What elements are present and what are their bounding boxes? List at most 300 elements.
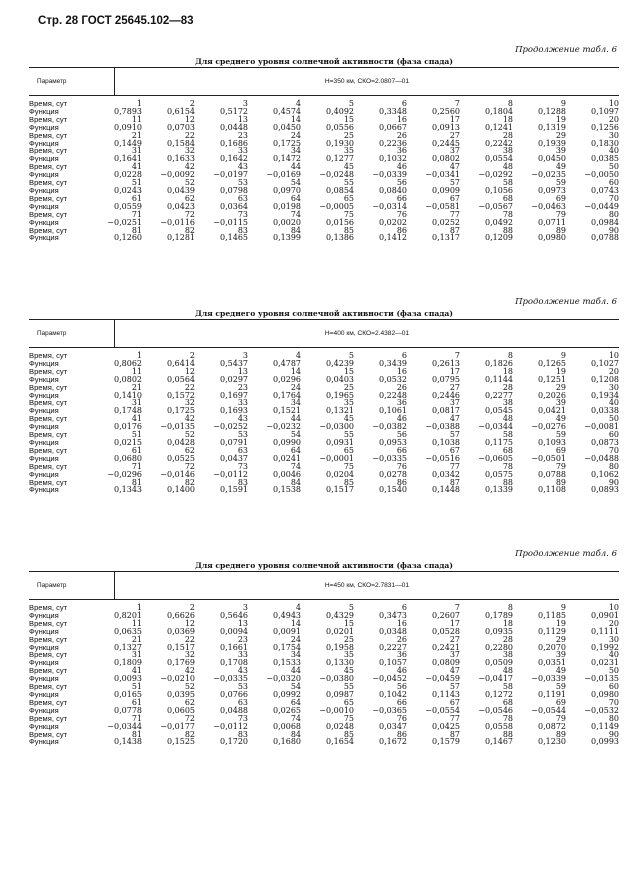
table-cell: −0,0010 (319, 705, 354, 715)
table-cell: 51 (131, 430, 142, 440)
table-cell: 47 (449, 666, 460, 676)
table-cell: 31 (131, 650, 142, 660)
table-cell: 0,0364 (220, 201, 248, 211)
function-row (29, 612, 619, 620)
table-cell: 90 (608, 729, 619, 739)
table-cell: 77 (449, 713, 460, 723)
table-cell: 55 (343, 682, 354, 692)
table-cell: 0,0980 (538, 233, 566, 243)
table-cell: 0,0635 (114, 626, 142, 636)
table-cell: 9 (560, 603, 566, 612)
row-label: Функция (29, 721, 59, 731)
table-cell: −0,0581 (425, 201, 460, 211)
table-cell: 0,1265 (538, 358, 566, 368)
table-cell: 63 (237, 445, 248, 455)
table-cell: 0,0564 (167, 374, 195, 384)
table-cell: 2 (189, 351, 195, 360)
table-cell: 71 (131, 209, 142, 219)
table-cell: 0,0369 (167, 626, 195, 636)
table-cell: 0,0990 (273, 437, 301, 447)
table-cell: 86 (396, 729, 407, 739)
table-cell: 50 (608, 414, 619, 424)
table-cell: 60 (608, 430, 619, 440)
table-cell: 24 (290, 130, 301, 140)
table-cell: 53 (237, 430, 248, 440)
table-cell: 0,0156 (326, 217, 354, 227)
table-cell: 5 (348, 603, 354, 612)
table-cell: 0,1062 (591, 469, 619, 479)
row-label: Время, сут (29, 697, 68, 707)
data-table (29, 352, 619, 494)
row-label: Время, сут (29, 729, 68, 739)
row-label: Время, сут (29, 351, 68, 360)
table-cell: 0,0528 (432, 626, 460, 636)
table-cell: 0,0068 (273, 721, 301, 731)
table-cell: 18 (502, 366, 513, 376)
table-cell: 32 (184, 650, 195, 660)
table-cell: 45 (343, 162, 354, 172)
param-header: Параметр (37, 78, 67, 85)
table-cell: 26 (396, 382, 407, 392)
table-cell: −0,0146 (160, 469, 195, 479)
table-cell: 0,0854 (326, 185, 354, 195)
table-cell: 0,0093 (114, 674, 142, 684)
table-cell: 14 (290, 618, 301, 628)
table-cell: 19 (555, 114, 566, 124)
table-cell: 0,0910 (114, 122, 142, 132)
function-row (29, 455, 619, 463)
table-cell: 48 (502, 666, 513, 676)
table-cell: 0,1230 (538, 737, 566, 747)
table-cell: 0,1725 (167, 406, 195, 416)
table-cell: 74 (290, 209, 301, 219)
table-cell: 22 (184, 130, 195, 140)
table-cell: 0,0913 (432, 122, 460, 132)
table-cell: 8 (507, 351, 513, 360)
table-cell: 28 (502, 634, 513, 644)
table-cell: 0,0766 (220, 689, 248, 699)
table-cell: 51 (131, 682, 142, 692)
table-cell: −0,0339 (372, 170, 407, 180)
table-cell: 0,1343 (114, 485, 142, 495)
table-cell: 0,0817 (432, 406, 460, 416)
table-cell: 0,1661 (220, 642, 248, 652)
row-label: Время, сут (29, 461, 68, 471)
table-cell: 16 (396, 618, 407, 628)
row-label: Функция (29, 437, 59, 447)
table-cell: 9 (560, 99, 566, 108)
table-cell: 52 (184, 178, 195, 188)
table-cell: 70 (608, 193, 619, 203)
row-label: Время, сут (29, 650, 68, 660)
table-cell: 0,2236 (379, 138, 407, 148)
function-row (29, 439, 619, 447)
table-cell: 48 (502, 414, 513, 424)
table-cell: 0,1465 (220, 233, 248, 243)
table-cell: 71 (131, 461, 142, 471)
table-cell: 58 (502, 682, 513, 692)
table-cell: 19 (555, 366, 566, 376)
table-cell: 0,8201 (114, 610, 142, 620)
table-cell: −0,0001 (319, 453, 354, 463)
table-cell: 0,4092 (326, 106, 354, 116)
table-cell: −0,0554 (425, 705, 460, 715)
table-cell: 0,1288 (538, 106, 566, 116)
table-cell: 26 (396, 130, 407, 140)
table-cell: 39 (555, 146, 566, 156)
table-cell: 57 (449, 178, 460, 188)
table-cell: 0,2445 (432, 138, 460, 148)
table-cell: 62 (184, 445, 195, 455)
table-cell: 35 (343, 650, 354, 660)
table-cell: 0,1641 (114, 154, 142, 164)
table-cell: 0,0909 (432, 185, 460, 195)
table-cell: 22 (184, 382, 195, 392)
table-cell: 35 (343, 146, 354, 156)
section-title: Для среднего уровня солнечной активности (фаза спада) (195, 57, 453, 66)
table-cell: 25 (343, 130, 354, 140)
table-cell: −0,0112 (213, 721, 248, 731)
function-row (29, 219, 619, 227)
table-cell: 62 (184, 193, 195, 203)
table-cell: 47 (449, 162, 460, 172)
table-cell: 69 (555, 193, 566, 203)
table-cell: 0,1185 (538, 610, 566, 620)
table-cell: 0,2280 (485, 642, 513, 652)
table-cell: 0,1256 (591, 122, 619, 132)
table-cell: 55 (343, 178, 354, 188)
table-cell: 5 (348, 99, 354, 108)
table-cell: 72 (184, 209, 195, 219)
table-cell: 0,0094 (220, 626, 248, 636)
row-label: Функция (29, 358, 59, 368)
table-cell: 0,1317 (432, 233, 460, 243)
table-cell: 0,1826 (485, 358, 513, 368)
table-cell: 0,0215 (114, 437, 142, 447)
table-cell: 70 (608, 697, 619, 707)
table-cell: 20 (608, 366, 619, 376)
table-cell: 0,0348 (379, 626, 407, 636)
table-cell: 0,0248 (326, 721, 354, 731)
row-label: Время, сут (29, 634, 68, 644)
table-cell: 74 (290, 461, 301, 471)
function-row (29, 659, 619, 667)
table-cell: 0,0448 (220, 122, 248, 132)
table-cell: −0,0169 (266, 170, 301, 180)
section-title: Для среднего уровня солнечной активности (фаза спада) (195, 309, 453, 318)
table-cell: 0,0252 (432, 217, 460, 227)
table-cell: 14 (290, 366, 301, 376)
table-cell: 0,0231 (591, 658, 619, 668)
table-cell: −0,0488 (584, 453, 619, 463)
table-cell: 0,1633 (167, 154, 195, 164)
table-cell: 0,0873 (591, 437, 619, 447)
table-cell: 0,0020 (273, 217, 301, 227)
table-cell: 50 (608, 162, 619, 172)
table-cell: 12 (184, 618, 195, 628)
table-cell: 13 (237, 618, 248, 628)
table-cell: 69 (555, 445, 566, 455)
table-cell: 0,0403 (326, 374, 354, 384)
table-cell: 59 (555, 430, 566, 440)
table-cell: 18 (502, 618, 513, 628)
table-cell: 0,0791 (220, 437, 248, 447)
table-cell: −0,0292 (478, 170, 513, 180)
table-cell: 23 (237, 382, 248, 392)
row-label: Функция (29, 390, 59, 400)
table-cell: 40 (608, 146, 619, 156)
table-cell: 40 (608, 650, 619, 660)
table-cell: 76 (396, 713, 407, 723)
table-cell: 34 (290, 650, 301, 660)
table-cell: −0,0248 (319, 170, 354, 180)
table-cell: −0,0341 (425, 170, 460, 180)
table-cell: 77 (449, 209, 460, 219)
table-cell: −0,0335 (372, 453, 407, 463)
function-row (29, 124, 619, 132)
table-cell: 0,4574 (273, 106, 301, 116)
table-cell: 0,1251 (538, 374, 566, 384)
table-header (29, 571, 619, 600)
continuation-note: Продолжение табл. 6 (515, 549, 617, 559)
function-row (29, 140, 619, 148)
table-cell: 0,1144 (485, 374, 513, 384)
table-cell: 25 (343, 382, 354, 392)
table-cell: 0,0953 (379, 437, 407, 447)
table-cell: 30 (608, 634, 619, 644)
table-cell: 0,0711 (538, 217, 566, 227)
table-cell: −0,0296 (107, 469, 142, 479)
table-cell: 75 (343, 209, 354, 219)
table-cell: 0,0980 (591, 689, 619, 699)
table-cell: 27 (449, 382, 460, 392)
table-cell: 0,0176 (114, 422, 142, 432)
table-cell: 0,1591 (220, 485, 248, 495)
table-cell: 0,0872 (538, 721, 566, 731)
table-cell: 0,2242 (485, 138, 513, 148)
table-cell: 0,0297 (220, 374, 248, 384)
table-cell: 0,0351 (538, 658, 566, 668)
table-cell: 84 (290, 729, 301, 739)
table-cell: 79 (555, 209, 566, 219)
table-cell: 42 (184, 162, 195, 172)
table-cell: 83 (237, 477, 248, 487)
table-cell: 0,0798 (220, 185, 248, 195)
table-header (29, 67, 619, 96)
table-cell: 45 (343, 414, 354, 424)
table-cell: 56 (396, 682, 407, 692)
table-cell: 10 (608, 351, 619, 360)
table-cell: 33 (237, 146, 248, 156)
function-row (29, 376, 619, 384)
table-cell: 77 (449, 461, 460, 471)
row-label: Время, сут (29, 603, 68, 612)
table-cell: 0,0201 (326, 626, 354, 636)
table-cell: 56 (396, 430, 407, 440)
table-cell: 60 (608, 178, 619, 188)
table-cell: 0,4787 (273, 358, 301, 368)
table-cell: 0,1272 (485, 689, 513, 699)
table-cell: 80 (608, 209, 619, 219)
table-cell: 0,0667 (379, 122, 407, 132)
table-cell: 87 (449, 477, 460, 487)
row-label: Функция (29, 689, 59, 699)
table-cell: 0,0450 (538, 154, 566, 164)
table-cell: 8 (507, 603, 513, 612)
table-cell: 27 (449, 130, 460, 140)
table-cell: 87 (449, 225, 460, 235)
table-cell: 29 (555, 634, 566, 644)
table-cell: 53 (237, 178, 248, 188)
table-cell: 64 (290, 193, 301, 203)
table-cell: −0,0197 (213, 170, 248, 180)
row-label: Функция (29, 674, 59, 684)
table-cell: −0,0501 (531, 453, 566, 463)
row-label: Функция (29, 185, 59, 195)
table-cell: 0,1208 (591, 374, 619, 384)
table-cell: 79 (555, 713, 566, 723)
table-cell: 0,0385 (591, 154, 619, 164)
table-cell: 0,1720 (220, 737, 248, 747)
table-cell: 0,0202 (379, 217, 407, 227)
row-label: Функция (29, 642, 59, 652)
table-cell: 37 (449, 650, 460, 660)
table-cell: 0,0970 (273, 185, 301, 195)
row-label: Функция (29, 422, 59, 432)
table-cell: 0,1386 (326, 233, 354, 243)
row-label: Время, сут (29, 209, 68, 219)
table-cell: 0,0743 (591, 185, 619, 195)
table-cell: 82 (184, 477, 195, 487)
table-cell: 63 (237, 697, 248, 707)
table-cell: 0,0993 (591, 737, 619, 747)
table-cell: 15 (343, 618, 354, 628)
table-cell: 47 (449, 414, 460, 424)
table-cell: 0,1339 (485, 485, 513, 495)
table-cell: 34 (290, 146, 301, 156)
table-cell: 0,1472 (273, 154, 301, 164)
table-cell: −0,0135 (584, 674, 619, 684)
table-cell: 38 (502, 650, 513, 660)
table-cell: 0,0788 (591, 233, 619, 243)
row-label: Время, сут (29, 618, 68, 628)
table-cell: 0,0984 (591, 217, 619, 227)
table-cell: 0,1521 (273, 406, 301, 416)
table-cell: 0,0423 (167, 201, 195, 211)
row-label: Время, сут (29, 114, 68, 124)
table-cell: 0,1330 (326, 658, 354, 668)
param-header: Параметр (37, 330, 67, 337)
table-cell: −0,0092 (160, 170, 195, 180)
table-cell: 0,0840 (379, 185, 407, 195)
table-cell: 0,0265 (273, 705, 301, 715)
function-row (29, 203, 619, 211)
table-cell: 0,0545 (485, 406, 513, 416)
table-cell: 0,0428 (167, 437, 195, 447)
row-label: Функция (29, 658, 59, 668)
function-row (29, 471, 619, 479)
row-label: Время, сут (29, 430, 68, 440)
table-cell: 62 (184, 697, 195, 707)
table-cell: 0,0554 (485, 154, 513, 164)
table-cell: 83 (237, 225, 248, 235)
table-cell: 0,0338 (591, 406, 619, 416)
table-cell: −0,0135 (160, 422, 195, 432)
table-cell: 17 (449, 366, 460, 376)
table-cell: 20 (608, 618, 619, 628)
table-cell: 0,0204 (326, 469, 354, 479)
continuation-note: Продолжение табл. 6 (515, 45, 617, 55)
table-cell: 58 (502, 430, 513, 440)
table-cell: 6 (401, 351, 407, 360)
table-cell: 0,1129 (538, 626, 566, 636)
row-label: Функция (29, 233, 59, 243)
table-cell: 24 (290, 634, 301, 644)
row-label: Функция (29, 737, 59, 747)
table-cell: 85 (343, 729, 354, 739)
row-label: Функция (29, 154, 59, 164)
table-cell: 0,1093 (538, 437, 566, 447)
function-row (29, 628, 619, 636)
row-label: Время, сут (29, 445, 68, 455)
row-label: Функция (29, 406, 59, 416)
row-label: Функция (29, 705, 59, 715)
table-cell: 4 (295, 99, 301, 108)
table-cell: 0,6414 (167, 358, 195, 368)
row-label: Время, сут (29, 225, 68, 235)
table-cell: 38 (502, 398, 513, 408)
table-cell: 0,1321 (326, 406, 354, 416)
row-label: Функция (29, 374, 59, 384)
table-cell: −0,0532 (584, 705, 619, 715)
row-label: Время, сут (29, 178, 68, 188)
table-cell: 42 (184, 414, 195, 424)
table-cell: −0,0210 (160, 674, 195, 684)
table-cell: 33 (237, 650, 248, 660)
page-header: Стр. 28 ГОСТ 25645.102—83 (38, 15, 194, 27)
table-cell: 0,0795 (432, 374, 460, 384)
table-cell: 0,2421 (432, 642, 460, 652)
table-cell: 7 (454, 351, 460, 360)
table-cell: 0,0802 (432, 154, 460, 164)
table-cell: 28 (502, 130, 513, 140)
table-cell: 0,0241 (273, 453, 301, 463)
table-cell: 15 (343, 114, 354, 124)
table-cell: −0,0252 (213, 422, 248, 432)
table-cell: 0,0437 (220, 453, 248, 463)
table-cell: −0,0320 (266, 674, 301, 684)
table-cell: 73 (237, 209, 248, 219)
table-cell: 0,1260 (114, 233, 142, 243)
row-label: Время, сут (29, 130, 68, 140)
table-cell: 26 (396, 634, 407, 644)
table-cell: −0,0344 (478, 422, 513, 432)
table-cell: 0,2248 (379, 390, 407, 400)
table-cell: 0,1686 (220, 138, 248, 148)
table-cell: 66 (396, 697, 407, 707)
table-cell: 0,1327 (114, 642, 142, 652)
table-cell: 46 (396, 666, 407, 676)
table-cell: 65 (343, 193, 354, 203)
row-label: Функция (29, 626, 59, 636)
table-cell: 0,1438 (114, 737, 142, 747)
table-cell: 0,0556 (326, 122, 354, 132)
table-cell: 0,1654 (326, 737, 354, 747)
table-cell: 13 (237, 366, 248, 376)
table-cell: 43 (237, 162, 248, 172)
table-cell: 0,1467 (485, 737, 513, 747)
table-cell: 39 (555, 398, 566, 408)
